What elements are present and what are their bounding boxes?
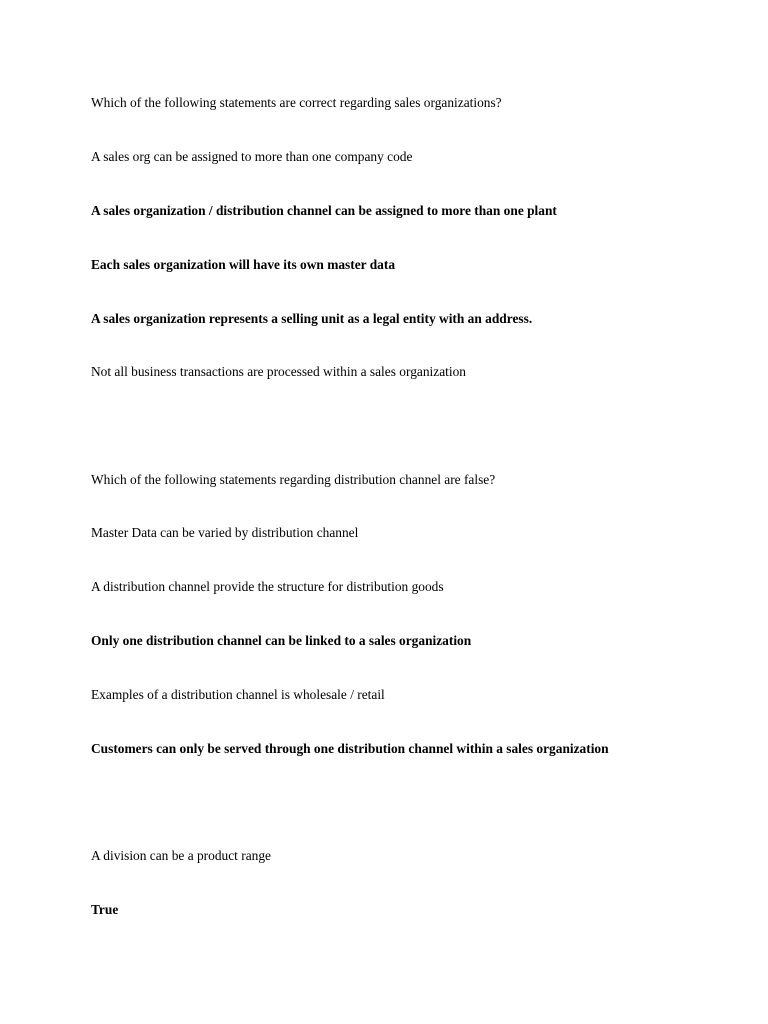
answer-option: Master Data can be varied by distribution channel (91, 525, 359, 540)
answer-option: Examples of a distribution channel is wholesale / retail (91, 687, 385, 702)
answer-option: A distribution channel provide the structure for distribution goods (91, 579, 444, 594)
answer-option-correct: A sales organization / distribution channel can be assigned to more than one plant (91, 203, 557, 218)
question-distribution-channel: Which of the following statements regarding distribution channel are false? (91, 472, 496, 487)
question-division: A division can be a product range (91, 848, 271, 863)
answer-option-correct: Each sales organization will have its own master data (91, 257, 396, 272)
answer-true: True (91, 902, 119, 917)
answer-option: Not all business transactions are processed within a sales organization (91, 364, 466, 379)
answer-option: A sales org can be assigned to more than one company code (91, 149, 413, 164)
answer-option-correct: Customers can only be served through one distribution channel within a sales organization (91, 741, 609, 756)
answer-option-correct: Only one distribution channel can be linked to a sales organization (91, 633, 472, 648)
answer-option-correct: A sales organization represents a selling unit as a legal entity with an address. (91, 311, 533, 326)
question-sales-org: Which of the following statements are correct regarding sales organizations? (91, 95, 502, 110)
